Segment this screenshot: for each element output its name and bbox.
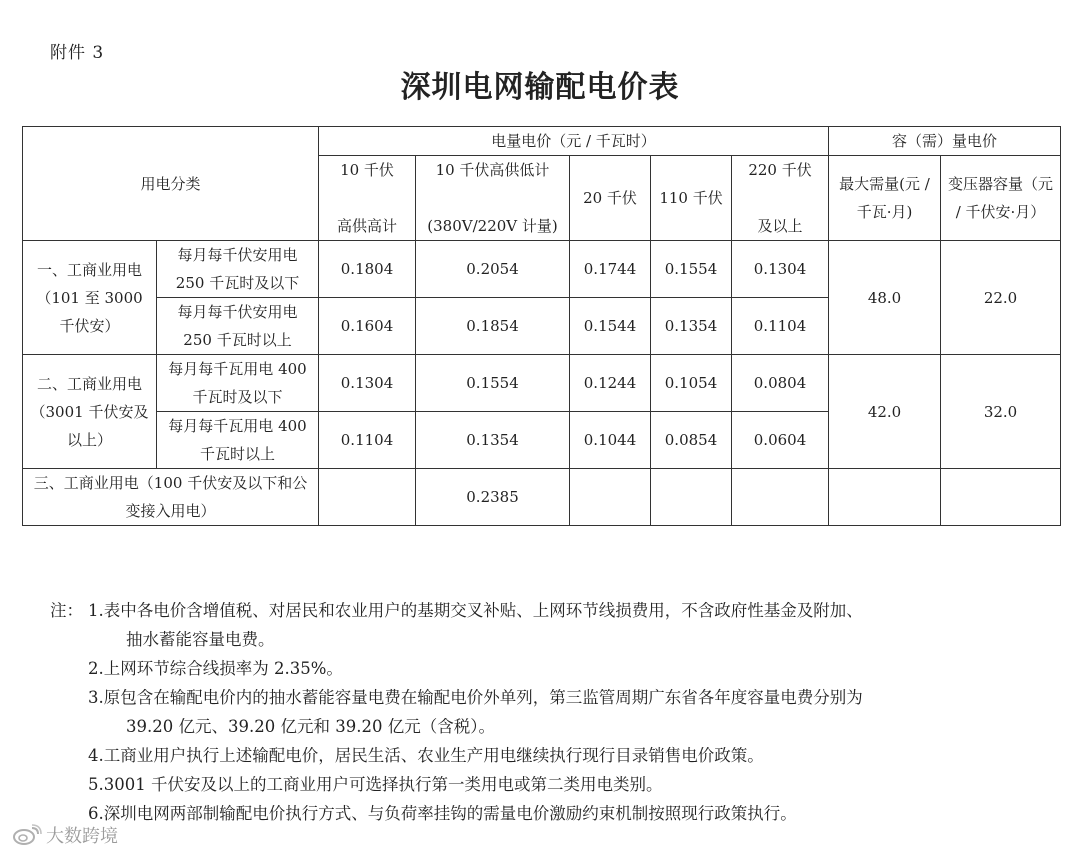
header-capacity-price: 容（需）量电价 — [829, 127, 1061, 156]
note-item: 3.原包含在输配电价内的抽水蓄能容量电费在输配电价外单列，第三监管周期广东省各年度容量电费分别为 — [88, 688, 863, 707]
transformer-price-cell: 22.0 — [941, 241, 1061, 355]
price-cell: 0.1044 — [570, 412, 651, 469]
subcategory-cell: 每月每千瓦用电 400 千瓦时以上 — [157, 412, 319, 469]
demand-price-cell — [829, 469, 941, 526]
transformer-price-cell: 32.0 — [941, 355, 1061, 469]
price-cell: 0.2385 — [416, 469, 570, 526]
price-cell: 0.1554 — [416, 355, 570, 412]
category-cell: 三、工商业用电（100 千伏安及以下和公变接入用电） — [23, 469, 319, 526]
price-cell: 0.1544 — [570, 298, 651, 355]
note-item-continuation: 39.20 亿元、39.20 亿元和 39.20 亿元（含税）。 — [126, 717, 495, 736]
price-cell: 0.1244 — [570, 355, 651, 412]
header-10kv-high: 10 千伏 高供高计 — [319, 156, 416, 241]
price-cell: 0.1304 — [319, 355, 416, 412]
price-cell: 0.1554 — [651, 241, 732, 298]
price-cell: 0.1744 — [570, 241, 651, 298]
note-item: 2.上网环节综合线损率为 2.35%。 — [88, 659, 343, 678]
watermark — [12, 822, 118, 848]
subcategory-cell: 每月每千伏安用电 250 千瓦时以上 — [157, 298, 319, 355]
price-cell: 0.1854 — [416, 298, 570, 355]
attachment-label: 附件 3 — [50, 43, 105, 63]
tariff-table — [22, 126, 1061, 526]
note-item-continuation: 抽水蓄能容量电费。 — [126, 630, 275, 649]
price-cell — [570, 469, 651, 526]
price-cell — [319, 469, 416, 526]
category-cell: 二、工商业用电（3001 千伏安及以上） — [23, 355, 157, 469]
price-cell: 0.1354 — [651, 298, 732, 355]
subcategory-cell: 每月每千伏安用电 250 千瓦时及以下 — [157, 241, 319, 298]
price-cell: 0.1304 — [732, 241, 829, 298]
header-10kv-low: 10 千伏高供低计 (380V/220V 计量) — [416, 156, 570, 241]
price-cell: 0.1604 — [319, 298, 416, 355]
weibo-logo-icon — [12, 824, 42, 846]
watermark-text: 大数跨境 — [46, 826, 118, 847]
demand-price-cell: 48.0 — [829, 241, 941, 355]
category-cell: 一、工商业用电（101 至 3000 千伏安） — [23, 241, 157, 355]
price-cell: 0.0804 — [732, 355, 829, 412]
table-row — [23, 469, 1061, 526]
header-energy-price: 电量电价（元 / 千瓦时） — [319, 127, 829, 156]
subcategory-cell: 每月每千瓦用电 400 千瓦时及以下 — [157, 355, 319, 412]
header-usage-category: 用电分类 — [23, 127, 319, 241]
header-220kv: 220 千伏 及以上 — [732, 156, 829, 241]
table-row — [23, 241, 1061, 298]
header-max-demand: 最大需量(元 / 千瓦·月) — [829, 156, 941, 241]
demand-price-cell: 42.0 — [829, 355, 941, 469]
note-item: 5.3001 千伏安及以上的工商业用户可选择执行第一类用电或第二类用电类别。 — [88, 775, 663, 794]
price-cell: 0.1804 — [319, 241, 416, 298]
table-row — [23, 355, 1061, 412]
price-cell: 0.0854 — [651, 412, 732, 469]
notes-prefix: 注： — [50, 601, 83, 620]
price-cell — [732, 469, 829, 526]
price-cell: 0.1104 — [319, 412, 416, 469]
price-cell: 0.1054 — [651, 355, 732, 412]
page-title: 深圳电网输配电价表 — [400, 70, 680, 105]
price-cell: 0.0604 — [732, 412, 829, 469]
transformer-price-cell — [941, 469, 1061, 526]
header-20kv: 20 千伏 — [570, 156, 651, 241]
price-cell: 0.2054 — [416, 241, 570, 298]
note-item: 1.表中各电价含增值税、对居民和农业用户的基期交叉补贴、上网环节线损费用，不含政府性基金及附加、 — [88, 601, 863, 620]
note-item: 6.深圳电网两部制输配电价执行方式、与负荷率挂钩的需量电价激励约束机制按照现行政策执行。 — [88, 804, 797, 823]
header-110kv: 110 千伏 — [651, 156, 732, 241]
price-cell: 0.1354 — [416, 412, 570, 469]
header-transformer-capacity: 变压器容量（元 / 千伏安·月） — [941, 156, 1061, 241]
notes-section — [50, 596, 1060, 828]
price-cell: 0.1104 — [732, 298, 829, 355]
price-cell — [651, 469, 732, 526]
note-item: 4.工商业用户执行上述输配电价，居民生活、农业生产用电继续执行现行目录销售电价政策。 — [88, 746, 764, 765]
